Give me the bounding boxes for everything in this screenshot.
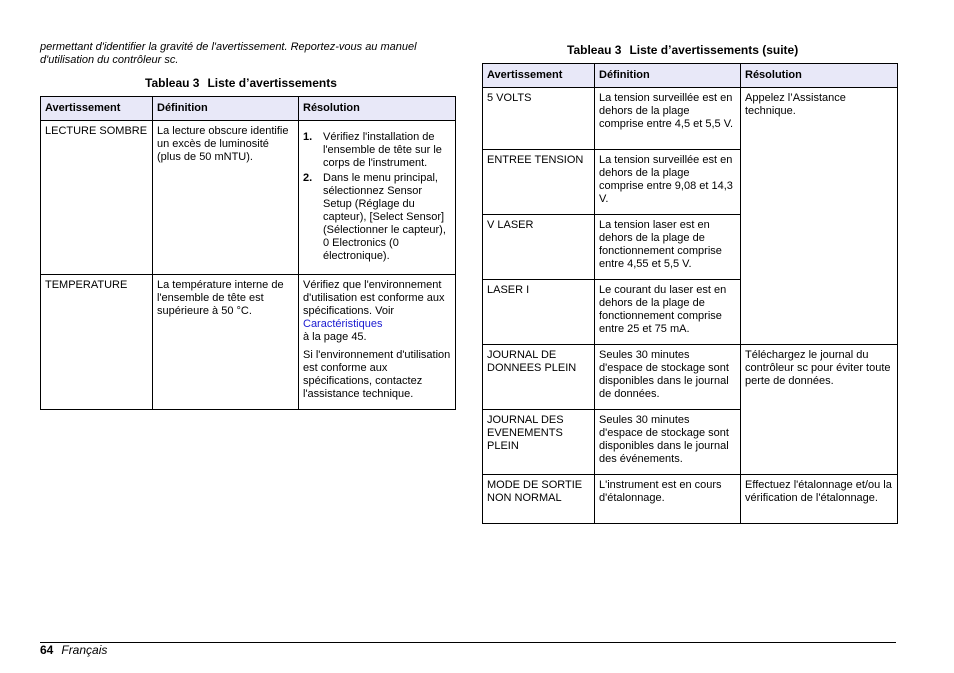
warning-cell: 5 VOLTS xyxy=(483,88,595,150)
warning-cell: JOURNAL DE DONNEES PLEIN xyxy=(483,345,595,410)
warning-cell: LASER I xyxy=(483,280,595,345)
definition-cell: La tension surveillée est en dehors de la plage comprise entre 9,08 et 14,3 V. xyxy=(595,150,741,215)
left-warnings-table xyxy=(40,96,456,410)
header-resolution: Résolution xyxy=(741,64,898,88)
step-number: 2. xyxy=(303,172,313,184)
resolution-cell: Appelez l’Assistance technique. xyxy=(741,88,898,345)
definition-cell: La tension laser est en dehors de la plage de fonctionnement comprise entre 4,55 et 5,5 V. xyxy=(595,215,741,280)
header-resolution: Résolution xyxy=(299,97,456,121)
resolution-paragraph: Si l'environnement d'utilisation est conforme aux spécifications, contactez l'assistance technique. xyxy=(303,349,451,400)
left-table-caption-title: Liste d’avertissements xyxy=(207,76,337,90)
page-footer xyxy=(40,643,107,657)
caracteristiques-link[interactable]: Caractéristiques xyxy=(303,318,383,330)
page-reference: à la page 45. xyxy=(303,331,367,343)
header-avertissement: Avertissement xyxy=(483,64,595,88)
resolution-step xyxy=(303,172,451,263)
intro-text: permettant d'identifier la gravité de l'avertissement. Reportez-vous au manuel d'utilisation du contrôleur sc. xyxy=(40,41,417,66)
definition-cell: La tension surveillée est en dehors de la plage comprise entre 4,5 et 5,5 V. xyxy=(595,88,741,150)
resolution-paragraph xyxy=(303,279,451,344)
header-definition: Définition xyxy=(595,64,741,88)
right-table-caption-title: Liste d’avertissements (suite) xyxy=(629,43,799,57)
resolution-cell xyxy=(299,275,456,410)
page-number: 64 xyxy=(40,643,54,657)
resolution-cell xyxy=(299,121,456,275)
definition-cell: La lecture obscure identifie un excès de luminosité (plus de 50 mNTU). xyxy=(153,121,299,275)
left-table-caption xyxy=(145,76,337,90)
resolution-steps xyxy=(303,131,451,263)
footer-language: Français xyxy=(61,643,108,657)
header-avertissement: Avertissement xyxy=(41,97,153,121)
step-number: 1. xyxy=(303,131,313,143)
footer-divider xyxy=(40,642,896,643)
left-table-caption-number: Tableau 3 xyxy=(145,76,200,90)
definition-cell: L'instrument est en cours d'étalonnage. xyxy=(595,475,741,524)
step-text: Dans le menu principal, sélectionnez Sensor Setup (Réglage du capteur), [Select Sensor] (Sélectionner le capteur), 0 Electronics (0 électronique). xyxy=(323,172,446,262)
resolution-cell: Téléchargez le journal du contrôleur sc pour éviter toute perte de données. xyxy=(741,345,898,475)
resolution-step xyxy=(303,131,451,170)
table-row xyxy=(483,88,898,150)
table-row xyxy=(483,345,898,410)
right-table-caption-number: Tableau 3 xyxy=(567,43,622,57)
definition-cell: Seules 30 minutes d'espace de stockage sont disponibles dans le journal de données. xyxy=(595,345,741,410)
warning-cell: LECTURE SOMBRE xyxy=(41,121,153,275)
warning-cell: JOURNAL DES EVENEMENTS PLEIN xyxy=(483,410,595,475)
resolution-text: Vérifiez que l'environnement d'utilisation est conforme aux spécifications. Voir xyxy=(303,279,445,317)
warning-cell: ENTREE TENSION xyxy=(483,150,595,215)
warning-cell: TEMPERATURE xyxy=(41,275,153,410)
table-row xyxy=(41,121,456,275)
warning-cell: V LASER xyxy=(483,215,595,280)
table-header-row xyxy=(483,64,898,88)
definition-cell: Seules 30 minutes d'espace de stockage sont disponibles dans le journal des événements. xyxy=(595,410,741,475)
table-header-row xyxy=(41,97,456,121)
right-table-caption xyxy=(567,43,798,57)
table-row xyxy=(41,275,456,410)
header-definition: Définition xyxy=(153,97,299,121)
warning-cell: MODE DE SORTIE NON NORMAL xyxy=(483,475,595,524)
definition-cell: La température interne de l'ensemble de tête est supérieure à 50 °C. xyxy=(153,275,299,410)
resolution-cell: Effectuez l'étalonnage et/ou la vérification de l'étalonnage. xyxy=(741,475,898,524)
definition-cell: Le courant du laser est en dehors de la plage de fonctionnement comprise entre 25 et 75 mA. xyxy=(595,280,741,345)
right-warnings-table xyxy=(482,63,898,524)
table-row xyxy=(483,475,898,524)
step-text: Vérifiez l'installation de l'ensemble de tête sur le corps de l'instrument. xyxy=(323,131,442,169)
